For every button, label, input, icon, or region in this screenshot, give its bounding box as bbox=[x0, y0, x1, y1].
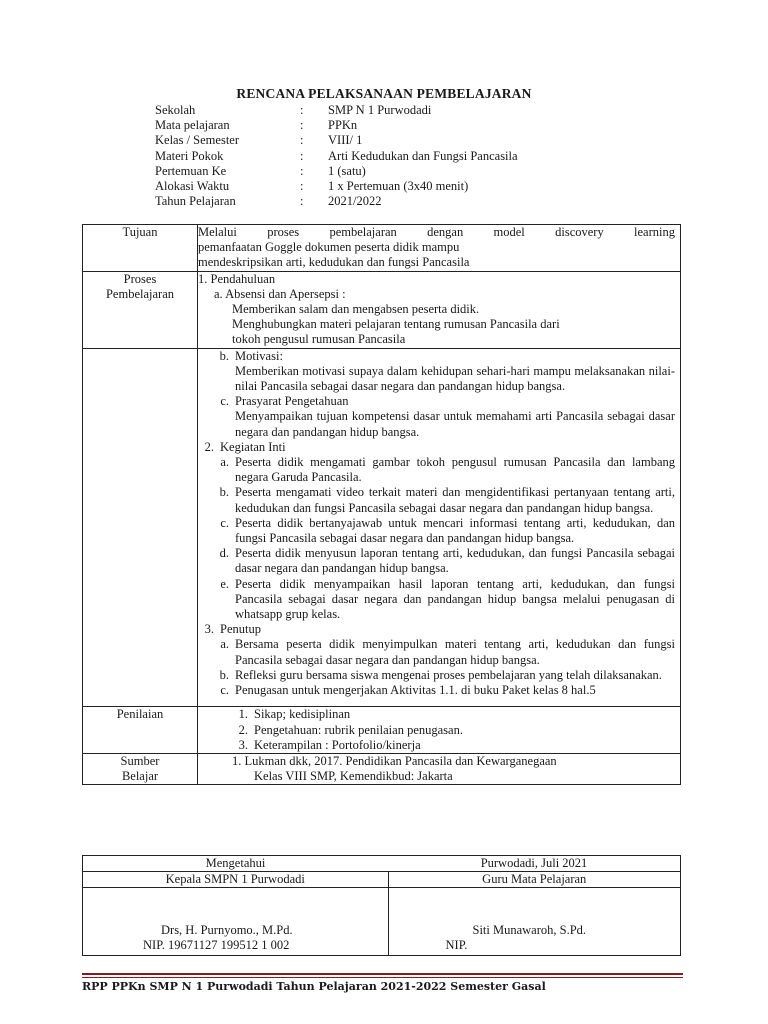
footer-text: RPP PPKn SMP N 1 Purwodadi Tahun Pelajaran 2021-2022 Semester Gasal bbox=[82, 980, 546, 993]
kegiatan-content: b. Motivasi: Memberikan motivasi supaya dalam kehidupan sehari-hari mampu melaksanakan nilai-nilai Pancasila sebagai dasar negara dan pandangan hidup bangsa. c. Prasyarat Pengetahuan Menyampaikan tujuan kompetensi dasar untuk memahami arti Pancasila sebagai dasar negara dan pandangan hidup bangsa. 2. Kegiatan Inti a. Peserta didik mengamati gambar tokoh pengusul rumusan Pancasila dan lambang negara Garuda Pancasila. b. Peserta mengamati video terkait materi dan mengidentifikasi pertanyaan tentang arti, kedudukan dan fungsi Pancasila sebagai dasar negara dan pandangan hidup bangsa. c. Peserta didik bertanyajawab untuk mencari informasi tentang arti, kedudukan, dan fungsi Pancasila sebagai dasar negara dan pandangan hidup bangsa. d. Peserta didik menyusun laporan tentang arti, kedudukan, dan fungsi Pancasila sebagai dasar negara dan pandangan hidup bangsa. e. Peserta didik menyampaikan hasil laporan tentang arti, kedudukan, dan fungsi Pancasila sebagai dasar negara dan pandangan hidup bangsa melalui penugasan di whatsapp grup kelas. 3. Penutup a. Bersama peserta didik menyimpulkan materi tentang arti, kedudukan dan fungsi Pancasila sebagai dasar negara dan pandangan hidup bangsa. b. Refleksi guru bersama siswa mengenai proses pembelajaran yang telah dilaksanakan. c. Penugasan untuk mengerjakan Aktivitas 1.1. di buku Paket kelas 8 hal.5 bbox=[198, 348, 681, 707]
signature-header-row bbox=[83, 856, 681, 872]
meta-row-kelas: Kelas / Semester : VIII/ 1 bbox=[155, 133, 363, 148]
signature-table bbox=[82, 855, 681, 956]
meta-row-sekolah: Sekolah : SMP N 1 Purwodadi bbox=[155, 103, 432, 117]
motivasi-item: b. Motivasi: bbox=[219, 348, 283, 363]
signature-title-row bbox=[83, 872, 681, 888]
tujuan-row bbox=[83, 225, 681, 272]
penilaian-row bbox=[83, 707, 681, 754]
penutup-item: b. Refleksi guru bersama siswa mengenai proses pembelajaran yang telah dilaksanakan. bbox=[219, 667, 662, 682]
inti-item: b. Peserta mengamati video terkait materi dan mengidentifikasi pertanyaan tentang arti, kedudukan dan fungsi Pancasila sebagai dasar negara dan pandangan hidup bangsa. bbox=[219, 485, 675, 515]
signature-body-row bbox=[83, 888, 681, 956]
rpp-identity bbox=[155, 103, 518, 209]
place-date: Purwodadi, Juli 2021 bbox=[388, 856, 681, 872]
apersepsi-label: a. Absensi dan Apersepsi : bbox=[214, 286, 346, 301]
penilaian-label: Penilaian bbox=[83, 707, 198, 754]
penutup-item: a. Bersama peserta didik menyimpulkan materi tentang arti, kedudukan dan fungsi Pancasila sebagai dasar negara dan pandangan hidup bangsa. bbox=[220, 637, 675, 667]
rpp-table bbox=[82, 224, 681, 785]
inti-item: d. Peserta didik menyusun laporan tentang arti, kedudukan, dan fungsi Pancasila sebagai dasar negara dan pandangan hidup bangsa. bbox=[219, 546, 675, 576]
proses-row-2 bbox=[83, 348, 681, 707]
inti-item: c. Peserta didik bertanyajawab untuk mencari informasi tentang arti, kedudukan, dan fungsi Pancasila sebagai dasar negara dan pandangan hidup bangsa. bbox=[220, 515, 675, 546]
penilaian-content bbox=[198, 707, 681, 754]
meta-row-alokasi: Alokasi Waktu : 1 x Pertemuan (3x40 menit) bbox=[155, 178, 469, 193]
proses-label: Proses Pembelajaran bbox=[83, 271, 198, 348]
kepala-nip: NIP. 19671127 199512 1 002 bbox=[143, 938, 290, 953]
penilaian-item: 1. Sikap; kedisiplinan bbox=[238, 707, 351, 722]
guru-signature bbox=[388, 888, 681, 956]
kegiatan-inti-heading: 2. Kegiatan Inti bbox=[204, 439, 286, 454]
sumber-label: Sumber Belajar bbox=[83, 753, 198, 784]
tujuan-content: Melalui proses pembelajaran dengan model discovery learning pemanfaatan Goggle dokumen peserta didik mampu mendeskripsikan arti, kedudukan dan fungsi Pancasila bbox=[198, 225, 681, 272]
meta-row-tahun: Tahun Pelajaran : 2021/2022 bbox=[155, 194, 382, 209]
kepala-name: Drs, H. Purnyomo., M.Pd. bbox=[161, 923, 293, 937]
guru-name: Siti Munawaroh, S.Pd. bbox=[472, 923, 587, 937]
penutup-item: c. Penugasan untuk mengerjakan Aktivitas 1.1. di buku Paket kelas 8 hal.5 bbox=[220, 683, 596, 698]
guru-title: Guru Mata Pelajaran bbox=[388, 872, 681, 888]
footer-rule-thin bbox=[82, 977, 683, 978]
pendahuluan-heading: 1. Pendahuluan bbox=[198, 271, 276, 286]
guru-nip: NIP. bbox=[445, 938, 468, 953]
mengetahui-label: Mengetahui bbox=[83, 856, 389, 872]
proses-row-1 bbox=[83, 271, 681, 348]
inti-item: a. Peserta didik mengamati gambar tokoh pengusul rumusan Pancasila dan lambang negara Garuda Pancasila. bbox=[220, 455, 675, 485]
footer-rule bbox=[82, 973, 683, 975]
tujuan-label: Tujuan bbox=[83, 225, 198, 272]
penilaian-item: 3. Keterampilan : Portofolio/kinerja bbox=[238, 737, 421, 752]
sumber-row bbox=[83, 753, 681, 784]
penilaian-item: 2. Pengetahuan: rubrik penilaian penugasan. bbox=[238, 722, 463, 737]
kepala-title: Kepala SMPN 1 Purwodadi bbox=[83, 872, 389, 888]
prasyarat-item: c. Prasyarat Pengetahuan bbox=[220, 394, 349, 409]
pendahuluan-content: 1. Pendahuluan a. Absensi dan Apersepsi : Memberikan salam dan mengabsen peserta didik. Menghubungkan materi pelajaran tentang rumusan Pancasila dari tokoh pengusul rumusan Pancasila bbox=[198, 271, 681, 348]
meta-row-mapel: Mata pelajaran : PPKn bbox=[155, 118, 358, 133]
meta-row-materi: Materi Pokok : Arti Kedudukan dan Fungsi Pancasila bbox=[155, 148, 518, 163]
meta-row-pertemuan: Pertemuan Ke : 1 (satu) bbox=[155, 163, 366, 178]
kepala-signature bbox=[83, 888, 389, 956]
penutup-heading: 3. Penutup bbox=[204, 622, 261, 637]
inti-item: e. Peserta didik menyampaikan hasil laporan tentang arti, kedudukan, dan fungsi Pancasila sebagai dasar negara dan pandangan hidup bangsa melalui penugasan di whatsapp grup kelas. bbox=[220, 576, 675, 622]
document-title: RENCANA PELAKSANAAN PEMBELAJARAN bbox=[236, 86, 532, 101]
sumber-content: 1. Lukman dkk, 2017. Pendidikan Pancasila dan Kewarganegaan Kelas VIII SMP, Kemendikbud: Jakarta bbox=[198, 753, 681, 784]
